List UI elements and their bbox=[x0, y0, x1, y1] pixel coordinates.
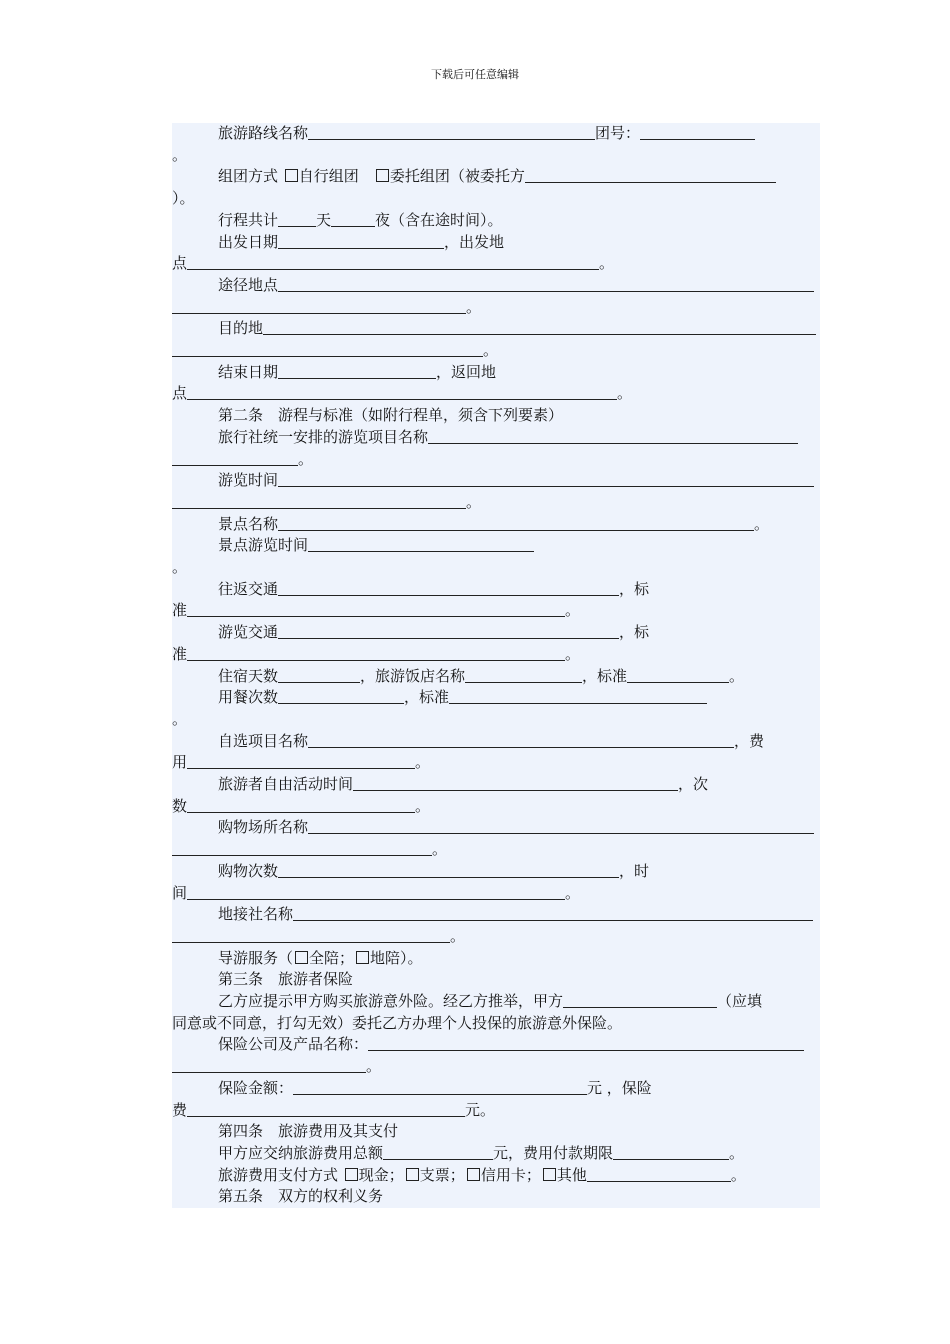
guide-service-line: 导游服务（ 全陪； 地陪）。 bbox=[218, 948, 423, 967]
end-date-line: 结束日期 ，返回地 bbox=[218, 362, 497, 381]
other-payment-field[interactable] bbox=[587, 1166, 731, 1182]
checkbox-cash[interactable] bbox=[345, 1168, 358, 1181]
section-five-heading: 第五条 双方的权利义务 bbox=[218, 1187, 384, 1206]
departure-line: 出发日期 ，出发地 bbox=[218, 232, 505, 251]
local-agency-field-cont[interactable] bbox=[172, 927, 450, 943]
entrusted-party-field[interactable] bbox=[525, 167, 776, 183]
shopping-place-line: 购物场所名称 bbox=[172, 817, 866, 838]
scenic-spot-field[interactable] bbox=[278, 515, 754, 531]
optional-items-field[interactable] bbox=[308, 732, 734, 748]
free-time-count-field[interactable] bbox=[187, 797, 415, 813]
round-trip-transport-line: 往返交通 ，标 bbox=[218, 579, 650, 598]
insurer-line: 保险公司及产品名称： bbox=[172, 1034, 866, 1055]
round-trip-transport-field[interactable] bbox=[278, 580, 619, 596]
tour-items-line: 旅行社统一安排的游览项目名称 bbox=[172, 427, 866, 448]
route-name-line: 旅游路线名称 团号： bbox=[172, 123, 866, 144]
optional-fee-field[interactable] bbox=[187, 753, 415, 769]
section-two-heading: 第二条 游程与标准（如附行程单，须含下列要素） bbox=[218, 406, 564, 425]
stay-days-field[interactable] bbox=[278, 667, 360, 683]
checkbox-credit-card[interactable] bbox=[467, 1168, 480, 1181]
group-number-field[interactable] bbox=[640, 124, 755, 140]
meal-count-field[interactable] bbox=[278, 688, 404, 704]
checkbox-other[interactable] bbox=[543, 1168, 556, 1181]
shopping-time-field[interactable] bbox=[187, 884, 565, 900]
free-time-field[interactable] bbox=[353, 775, 678, 791]
tour-time-field-cont[interactable] bbox=[172, 493, 466, 509]
destination-field[interactable] bbox=[263, 319, 816, 335]
destination-field-cont[interactable] bbox=[172, 341, 483, 357]
itinerary-duration-line: 行程共计 天 夜（含在途时间）。 bbox=[218, 210, 503, 229]
checkbox-self-organized[interactable] bbox=[285, 169, 298, 182]
spot-time-line: 景点游览时间 bbox=[172, 535, 866, 556]
via-places-line: 途径地点 bbox=[172, 275, 866, 296]
destination-line: 目的地 bbox=[172, 318, 866, 339]
nights-field[interactable] bbox=[331, 211, 375, 227]
payment-method-line: 旅游费用支付方式 现金； 支票； 信用卡； 其他 。 bbox=[218, 1165, 746, 1184]
checkbox-local-guide[interactable] bbox=[356, 951, 369, 964]
via-places-field[interactable] bbox=[278, 276, 814, 292]
days-field[interactable] bbox=[278, 211, 316, 227]
checkbox-full-guide[interactable] bbox=[295, 951, 308, 964]
tour-time-line: 游览时间 bbox=[172, 470, 866, 491]
local-agency-line: 地接社名称 bbox=[172, 904, 866, 925]
insured-amount-field[interactable] bbox=[293, 1079, 587, 1095]
optional-items-line: 自选项目名称 ，费 bbox=[218, 731, 765, 750]
checkbox-entrusted[interactable] bbox=[376, 169, 389, 182]
hotel-name-field[interactable] bbox=[465, 667, 582, 683]
route-name-field[interactable] bbox=[308, 124, 595, 140]
departure-date-field[interactable] bbox=[278, 233, 444, 249]
tour-items-field-cont[interactable] bbox=[172, 450, 298, 466]
insurance-consent-note: 同意或不同意，打勾无效）委托乙方办理个人投保的旅游意外保险。 bbox=[172, 1013, 623, 1032]
tour-transport-line: 游览交通 ，标 bbox=[218, 623, 650, 642]
free-time-line: 旅游者自由活动时间 ，次 bbox=[218, 775, 709, 793]
shopping-place-field-cont[interactable] bbox=[172, 840, 432, 856]
premium-field[interactable] bbox=[187, 1101, 465, 1117]
meals-line: 用餐次数 ，标准 bbox=[172, 687, 866, 708]
return-place-field[interactable] bbox=[187, 384, 617, 400]
accommodation-line: 住宿天数 ，旅游饭店名称 ，标准 。 bbox=[218, 666, 745, 685]
contract-form-body: 旅游路线名称 团号： 。 组团方式 自行组团 委托组团（被委托方 ）。 行程共计 天 夜（含在途时间）。 出发日期 ，出发地 点 。 途径地点 。 目的地 。 结束日期 ，返回地 点 。 第二条 游程与标准（如附行程单，须含下列要素） 旅行社统一安排的游览项目名称 。 游览时间 。 景点名称 。 景点游览时间 。 往返交通 ，标 准 。 游览交通 ，标 准 。 住宿天数 ，旅游饭店名称 ，标准 。 用餐次数 ，标准 。 自选项目名称 ，费 用 。 旅游者自由活动时间 ，次 数 。 购物场所名称 。 购物次数 ，时 间 。 地接社名称 。 导游服务（ 全陪； 地陪）。 第三条 旅游者保险 乙方应提示甲方购买旅游意外险。经乙方推举，甲方 （应填 同意或不同意，打勾无效）委托乙方办理个人投保的旅游意外保险。 保险公司及产品名称： 。 保险金额： 元 ，保险 费 元。 第四条 旅游费用及其支付 甲方应交纳旅游费用总额 元，费用付款期限 。 旅游费用支付方式 现金； 支票； 信用卡； 其他 。 第五条 双方的权利义务 bbox=[172, 123, 820, 1208]
tour-items-field[interactable] bbox=[428, 428, 798, 444]
section-four-heading: 第四条 旅游费用及其支付 bbox=[218, 1122, 399, 1141]
local-agency-field[interactable] bbox=[293, 905, 813, 921]
round-trip-standard-field[interactable] bbox=[187, 601, 565, 617]
spot-time-field[interactable] bbox=[308, 536, 534, 552]
shopping-count-line: 购物次数 ，时 bbox=[218, 861, 650, 880]
total-fee-line: 甲方应交纳旅游费用总额 元，费用付款期限 。 bbox=[218, 1143, 745, 1162]
tour-time-field[interactable] bbox=[278, 471, 814, 487]
payment-deadline-field[interactable] bbox=[613, 1144, 729, 1160]
insurer-field[interactable] bbox=[368, 1035, 804, 1051]
group-mode-line: 组团方式 自行组团 委托组团（被委托方 bbox=[172, 166, 866, 187]
checkbox-cheque[interactable] bbox=[406, 1168, 419, 1181]
insurance-consent-line: 乙方应提示甲方购买旅游意外险。经乙方推举，甲方 （应填 bbox=[218, 992, 763, 1010]
page-header: 下载后可任意编辑 bbox=[431, 68, 519, 81]
scenic-spot-line: 景点名称 。 bbox=[218, 514, 770, 533]
tour-transport-standard-field[interactable] bbox=[187, 645, 565, 661]
section-three-heading: 第三条 旅游者保险 bbox=[218, 970, 354, 989]
tour-transport-field[interactable] bbox=[278, 623, 619, 639]
hotel-standard-field[interactable] bbox=[627, 667, 729, 683]
insurer-field-cont[interactable] bbox=[172, 1057, 366, 1073]
shopping-place-field[interactable] bbox=[308, 818, 814, 834]
end-date-field[interactable] bbox=[278, 363, 436, 379]
insured-amount-line: 保险金额： 元 ，保险 bbox=[218, 1078, 652, 1097]
insurance-consent-field[interactable] bbox=[563, 992, 717, 1008]
shopping-count-field[interactable] bbox=[278, 862, 619, 878]
departure-place-field[interactable] bbox=[187, 254, 599, 270]
meal-standard-field[interactable] bbox=[449, 688, 707, 704]
via-places-field-cont[interactable] bbox=[172, 298, 466, 314]
total-fee-field[interactable] bbox=[383, 1144, 493, 1160]
